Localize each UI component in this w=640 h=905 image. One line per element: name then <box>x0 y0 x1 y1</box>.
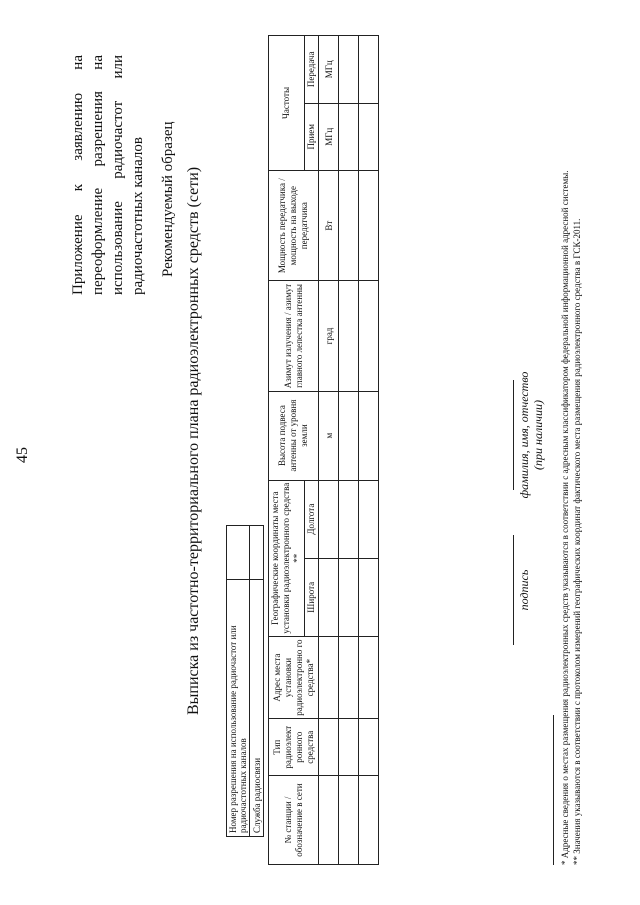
signature-caption: подпись <box>517 569 531 611</box>
col-latitude: Широта <box>305 558 319 636</box>
name-line <box>513 380 514 490</box>
col-longitude: Долгота <box>305 480 319 558</box>
appendix-note: Приложение к заявлению на переоформление разрешения на использование радиочастот или радиочастотных каналов <box>70 55 146 295</box>
col-height: Высота подвеса антенны от уровня земли <box>269 391 319 480</box>
name-caption: фамилия, имя, отчество (при наличии) <box>517 371 545 499</box>
col-tx: Передача <box>305 36 319 104</box>
footnote-1: * Адресные сведения о местах размещения радиоэлектронных средств указываются в соответствии с адресным классификатором федеральной информационной адресной системы. <box>560 170 570 865</box>
col-azimuth: Азимут излучения / азимут главного лепестка антенны <box>269 281 319 391</box>
unit-rx: МГц <box>319 103 339 170</box>
unit-azimuth: град <box>319 281 339 391</box>
units-row <box>319 36 339 865</box>
permit-number-value <box>227 526 250 580</box>
unit-height: м <box>319 391 339 480</box>
permit-info-box <box>226 525 264 837</box>
frequency-plan-table <box>268 35 379 865</box>
table-row <box>339 36 359 865</box>
col-coords: Географические координаты места установки радиоэлектронного средства ** <box>269 480 305 636</box>
page-number: 45 <box>14 447 31 463</box>
footnote-2: ** Значения указываются в соответствии с протоколом измерений географических координат фактического места размещения радиоэлектронного средства в ГСК-2011. <box>572 218 582 865</box>
header-row <box>269 36 305 865</box>
signature-line <box>513 535 514 645</box>
col-power: Мощность передатчика / мощность на выходе передатчика <box>269 171 319 281</box>
radio-service-value <box>250 526 264 580</box>
col-address: Адрес места установки радиоэлектронно го средства* <box>269 636 319 718</box>
col-type: Тип радиоэлект ронного средства <box>269 719 319 776</box>
col-frequencies: Частоты <box>269 36 305 171</box>
permit-number-label: Номер разрешения на использование радиочастот или радиочастотных каналов <box>227 580 250 837</box>
table-row <box>359 36 379 865</box>
document-title: Выписка из частотно-территориального плана радиоэлектронных средств (сети) <box>185 166 202 715</box>
unit-tx: МГц <box>319 36 339 104</box>
unit-power: Вт <box>319 171 339 281</box>
col-station: № станции / обозначение в сети <box>269 776 319 865</box>
col-rx: Прием <box>305 103 319 170</box>
recommended-sample-label: Рекомендуемый образец <box>160 121 176 277</box>
radio-service-label: Служба радиосвязи <box>250 580 264 837</box>
footnote-divider <box>553 715 554 865</box>
footnotes <box>560 35 584 865</box>
